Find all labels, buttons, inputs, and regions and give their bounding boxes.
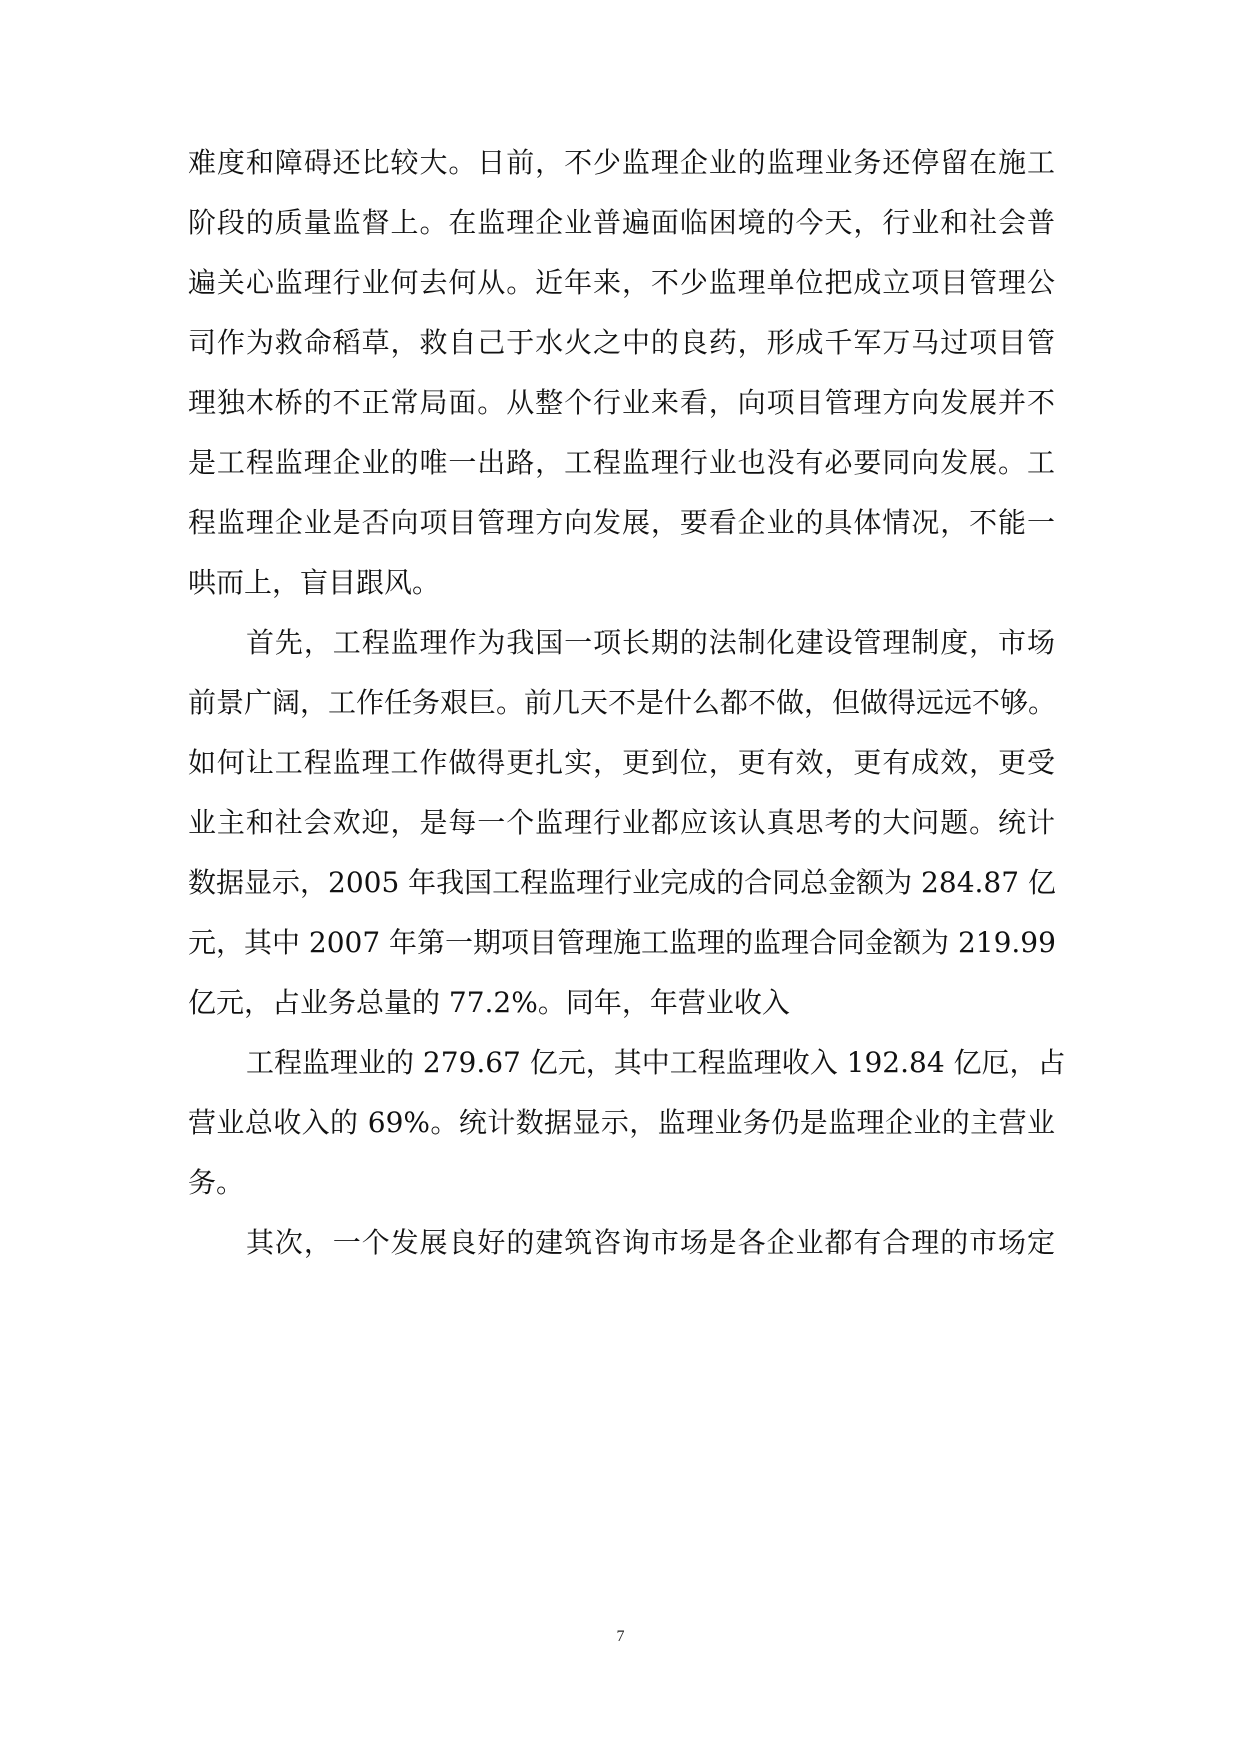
text-line: 遍关心监理行业何去何从。近年来，不少监理单位把成立项目管理公 bbox=[188, 266, 1055, 299]
text-line: 营业总收入的 69%。统计数据显示，监理业务仍是监理企业的主营业 bbox=[188, 1106, 1055, 1139]
text-line: 哄而上，盲目跟风。 bbox=[188, 566, 441, 599]
paragraph-2 bbox=[188, 624, 1055, 1021]
text-line: 前景广阔，工作任务艰巨。前几天不是什么都不做，但做得远远不够。 bbox=[188, 686, 1057, 719]
text-line: 程监理企业是否向项目管理方向发展，要看企业的具体情况，不能一 bbox=[188, 506, 1055, 539]
text-line: 是工程监理企业的唯一出路，工程监理行业也没有必要同向发展。工 bbox=[188, 446, 1055, 479]
document-body bbox=[188, 144, 1066, 1284]
text-line: 首先，工程监理作为我国一项长期的法制化建设管理制度，市场 bbox=[246, 626, 1055, 659]
text-line: 元，其中 2007 年第一期项目管理施工监理的监理合同金额为 219.99 bbox=[188, 926, 1056, 959]
text-line: 工程监理业的 279.67 亿元，其中工程监理收入 192.84 亿厄，占 bbox=[246, 1046, 1066, 1079]
paragraph-1 bbox=[188, 144, 1055, 601]
page-number: 7 bbox=[616, 1628, 625, 1645]
text-line: 其次，一个发展良好的建筑咨询市场是各企业都有合理的市场定 bbox=[246, 1226, 1055, 1259]
text-line: 业主和社会欢迎，是每一个监理行业都应该认真思考的大问题。统计 bbox=[188, 806, 1055, 839]
text-line: 理独木桥的不正常局面。从整个行业来看，向项目管理方向发展并不 bbox=[188, 386, 1055, 419]
text-line: 难度和障碍还比较大。日前，不少监理企业的监理业务还停留在施工 bbox=[188, 146, 1055, 179]
paragraph-4 bbox=[188, 1224, 1055, 1261]
text-line: 司作为救命稻草，救自己于水火之中的良药，形成千军万马过项目管 bbox=[188, 326, 1055, 359]
text-line: 亿元，占业务总量的 77.2%。同年，年营业收入 bbox=[188, 986, 790, 1019]
text-line: 数据显示，2005 年我国工程监理行业完成的合同总金额为 284.87 亿 bbox=[188, 866, 1056, 899]
text-line: 如何让工程监理工作做得更扎实，更到位，更有效，更有成效，更受 bbox=[188, 746, 1055, 779]
paragraph-3 bbox=[188, 1044, 1066, 1201]
text-line: 阶段的质量监督上。在监理企业普遍面临困境的今天，行业和社会普 bbox=[188, 206, 1055, 239]
text-line: 务。 bbox=[188, 1166, 245, 1199]
